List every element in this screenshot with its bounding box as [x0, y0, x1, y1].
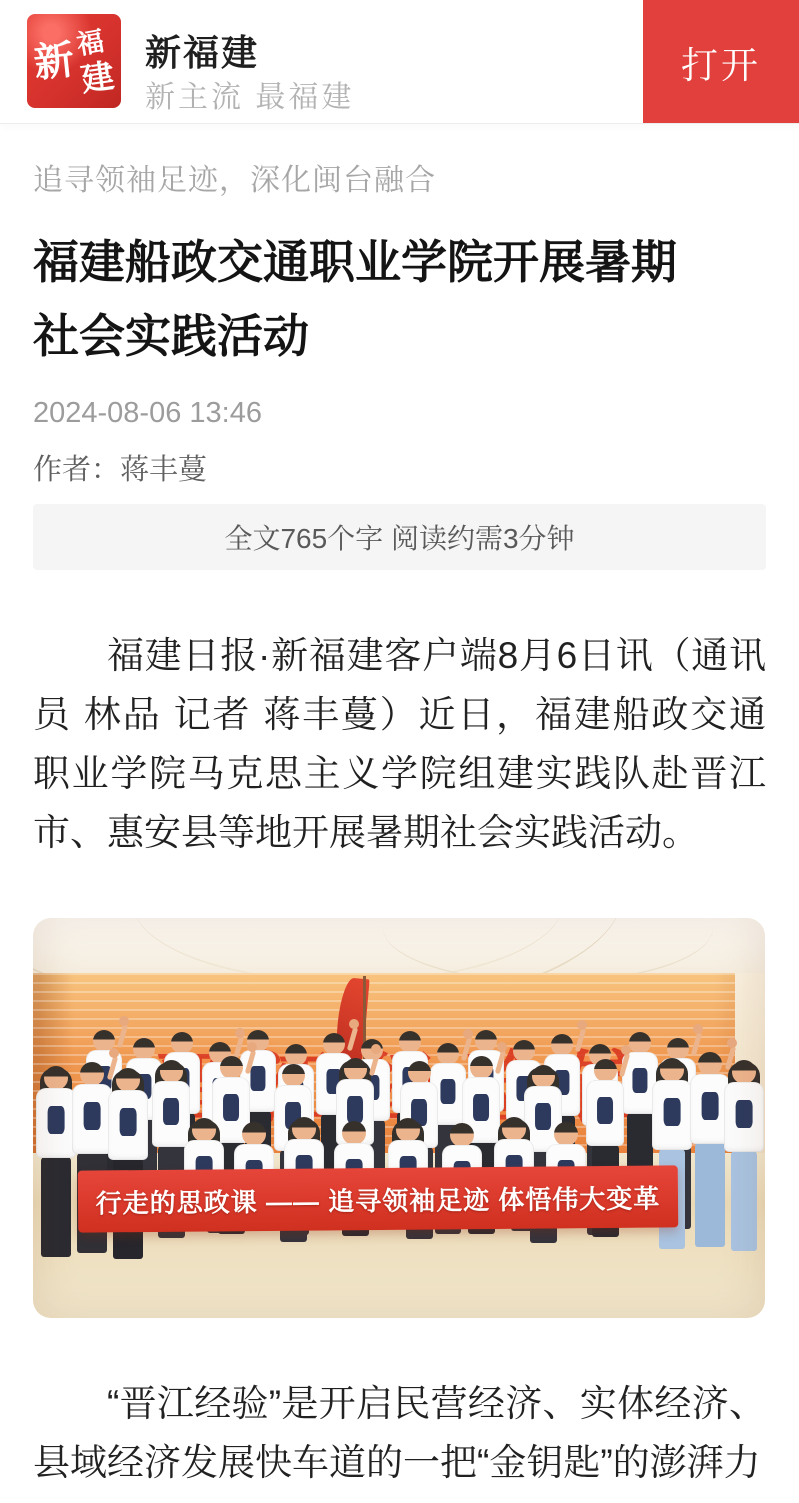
paragraph: “晋江经验”是开启民营经济、实体经济、县域经济发展快车道的一把“金钥匙”的澎湃力: [33, 1383, 766, 1483]
author-line: 作者：蒋丰蔓: [33, 454, 208, 486]
article-body: [33, 626, 766, 1492]
article-kicker: 追寻领袖足迹，深化闽台融合: [33, 164, 436, 197]
open-app-button[interactable]: 打开: [643, 0, 799, 123]
app-tagline: 新主流 最福建: [145, 81, 355, 114]
reading-info-bar: 全文765个字 阅读约需3分钟: [33, 504, 766, 570]
logo-char: 福: [74, 25, 107, 61]
app-download-header: [0, 0, 799, 124]
article-page: [0, 124, 799, 1492]
person-figure: [723, 1060, 765, 1251]
paragraph: 福建日报·新福建客户端8月6日讯（通讯员 林品 记者 蒋丰蔓）近日，福建船政交通职业学院马克思主义学院组建实践队赴晋江市、惠安县等地开展暑期社会实践活动。: [33, 635, 766, 853]
logo-char: 建: [78, 56, 117, 99]
photo-banner: 行走的思政课 —— 追寻领袖足迹 体悟伟大变革: [78, 1165, 679, 1232]
app-name: 新福建: [145, 32, 260, 73]
logo-char: 新: [31, 38, 77, 86]
publish-time: 2024-08-06 13:46: [33, 397, 262, 429]
article-photo[interactable]: [33, 918, 765, 1318]
photo-ceiling: [33, 918, 765, 976]
app-logo[interactable]: [27, 14, 121, 108]
article-title: 福建船政交通职业学院开展暑期社会实践活动: [33, 236, 677, 362]
